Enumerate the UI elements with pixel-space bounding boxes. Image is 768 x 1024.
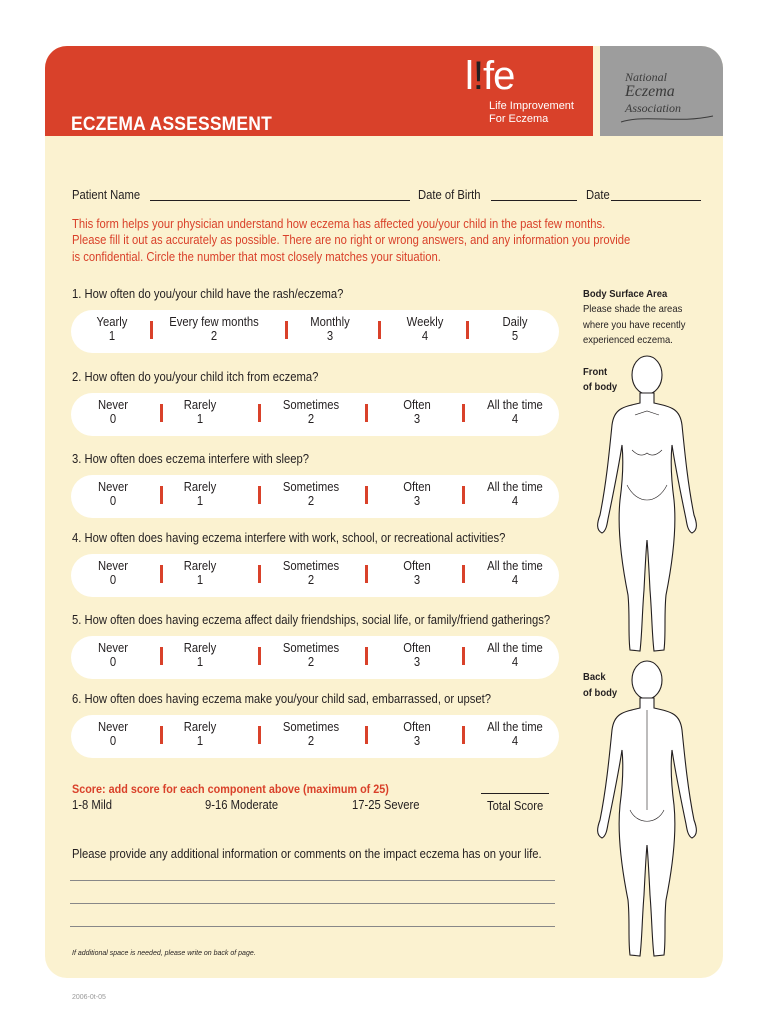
question-text: 6. How often does having eczema make you/your child sad, embarrassed, or upset?: [72, 692, 491, 706]
option-label: Sometimes: [282, 641, 340, 655]
score-heading: Score: add score for each component above (maximum of 25): [72, 782, 389, 796]
option-value: 3: [413, 494, 421, 508]
option-value: 0: [109, 655, 117, 669]
option-divider: [462, 565, 465, 583]
option-label: All the time: [487, 720, 543, 734]
option-divider: [160, 404, 163, 422]
option-divider: [258, 565, 261, 583]
option-value: 5: [511, 329, 519, 343]
option-label: Never: [97, 559, 129, 573]
intro-line-2: Please fill it out as accurately as possible. There are no right or wrong answers, and any information you provide: [72, 233, 631, 247]
back-body-figure[interactable]: [592, 660, 702, 960]
option-divider: [462, 647, 465, 665]
option-value: 4: [511, 573, 519, 587]
option-divider: [258, 404, 261, 422]
dob-field[interactable]: [491, 200, 577, 201]
back-label-1: Back: [583, 671, 606, 683]
answer-option[interactable]: [257, 720, 365, 748]
question-text: 3. How often does eczema interfere with sleep?: [72, 452, 310, 466]
answer-option[interactable]: [461, 480, 569, 508]
extra-space-note: If additional space is needed, please write on back of page.: [72, 950, 256, 957]
comment-line[interactable]: [70, 880, 555, 881]
answer-option[interactable]: [257, 480, 365, 508]
option-value: 1: [196, 655, 204, 669]
answer-option[interactable]: [363, 480, 471, 508]
body-area-desc-3: experienced eczema.: [583, 334, 673, 346]
option-label: Often: [403, 559, 431, 573]
body-area-desc-1: Please shade the areas: [583, 303, 683, 315]
option-divider: [365, 565, 368, 583]
option-divider: [258, 486, 261, 504]
nea-logo-line-1: National: [625, 70, 668, 84]
intro-line-3: is confidential. Circle the number that most closely matches your situation.: [72, 250, 441, 264]
total-score-label: Total Score: [487, 799, 544, 813]
option-label: Never: [97, 480, 129, 494]
option-divider: [160, 565, 163, 583]
logo-wordmark: l!fe: [465, 54, 515, 98]
option-label: Never: [97, 720, 129, 734]
question-text: 1. How often do you/your child have the rash/eczema?: [72, 287, 344, 301]
option-divider: [365, 726, 368, 744]
option-label: All the time: [487, 641, 543, 655]
header-banner: [45, 46, 593, 136]
answer-option[interactable]: [461, 641, 569, 669]
option-value: 0: [109, 573, 117, 587]
option-value: 4: [511, 412, 519, 426]
question-text: 4. How often does having eczema interfere with work, school, or recreational activities?: [72, 531, 506, 545]
option-label: Monthly: [310, 315, 350, 329]
option-divider: [365, 647, 368, 665]
option-label: Rarely: [183, 398, 217, 412]
body-area-desc-2: where you have recently: [583, 319, 686, 331]
option-divider: [462, 486, 465, 504]
option-value: 3: [326, 329, 334, 343]
back-label-2: of body: [583, 687, 618, 699]
dob-label: Date of Birth: [418, 188, 481, 202]
question-text: 2. How often do you/your child itch from eczema?: [72, 370, 319, 384]
total-score-field[interactable]: [481, 793, 549, 794]
nea-logo-line-3: Association: [625, 101, 681, 115]
option-value: 1: [196, 412, 204, 426]
option-divider: [258, 726, 261, 744]
option-label: Often: [403, 720, 431, 734]
option-divider: [365, 404, 368, 422]
nea-swoosh-icon: [617, 112, 717, 126]
answer-option[interactable]: [160, 315, 268, 343]
option-label: Never: [97, 641, 129, 655]
option-value: 3: [413, 655, 421, 669]
option-label: Often: [403, 641, 431, 655]
logo-tagline-2: For Eczema: [489, 113, 549, 125]
option-value: 2: [210, 329, 218, 343]
answer-option[interactable]: [257, 641, 365, 669]
comment-line[interactable]: [70, 926, 555, 927]
answer-option[interactable]: [461, 720, 569, 748]
score-moderate: 9-16 Moderate: [205, 798, 279, 812]
front-body-figure[interactable]: [592, 355, 702, 655]
form-code: 2006-0t-05: [72, 994, 106, 1001]
date-field[interactable]: [611, 200, 701, 201]
option-value: 0: [109, 734, 117, 748]
answer-option[interactable]: [257, 398, 365, 426]
option-label: Rarely: [183, 480, 217, 494]
option-label: Often: [403, 480, 431, 494]
answer-option[interactable]: [363, 641, 471, 669]
patient-name-field[interactable]: [150, 200, 410, 201]
intro-line-1: This form helps your physician understand how eczema has affected you/your child in the past few months.: [72, 217, 606, 231]
option-label: All the time: [487, 398, 543, 412]
answer-option[interactable]: [461, 315, 569, 343]
option-divider: [150, 321, 153, 339]
option-label: Every few months: [169, 315, 259, 329]
option-divider: [365, 486, 368, 504]
answer-scale: [71, 475, 559, 518]
option-label: All the time: [487, 480, 543, 494]
option-divider: [160, 726, 163, 744]
logo-tagline-1: Life Improvement: [489, 100, 574, 112]
life-logo: [465, 54, 575, 128]
question-text: 5. How often does having eczema affect daily friendships, social life, or family/friend gatherings?: [72, 613, 551, 627]
nea-logo-line-2: Eczema: [625, 83, 675, 100]
option-label: Rarely: [183, 641, 217, 655]
option-value: 4: [511, 734, 519, 748]
option-label: Daily: [502, 315, 528, 329]
option-value: 0: [109, 412, 117, 426]
score-severe: 17-25 Severe: [352, 798, 420, 812]
answer-option[interactable]: [363, 720, 471, 748]
answer-scale: [71, 393, 559, 436]
option-label: Sometimes: [282, 720, 340, 734]
answer-option[interactable]: [461, 398, 569, 426]
option-divider: [462, 404, 465, 422]
page-title: ECZEMA ASSESSMENT: [71, 114, 272, 135]
option-value: 3: [413, 734, 421, 748]
answer-option[interactable]: [461, 559, 569, 587]
option-divider: [160, 647, 163, 665]
option-value: 0: [109, 494, 117, 508]
option-value: 2: [307, 494, 315, 508]
comments-prompt: Please provide any additional information or comments on the impact eczema has on your life.: [72, 847, 542, 861]
answer-option[interactable]: [363, 398, 471, 426]
option-value: 4: [421, 329, 429, 343]
option-value: 4: [511, 655, 519, 669]
option-value: 3: [413, 573, 421, 587]
front-label-2: of body: [583, 381, 618, 393]
answer-option[interactable]: [257, 559, 365, 587]
option-divider: [258, 647, 261, 665]
patient-name-label: Patient Name: [72, 188, 141, 202]
option-value: 1: [196, 734, 204, 748]
option-divider: [462, 726, 465, 744]
answer-scale: [71, 310, 559, 353]
front-label-1: Front: [583, 366, 608, 378]
option-value: 2: [307, 412, 315, 426]
answer-scale: [71, 554, 559, 597]
answer-scale: [71, 715, 559, 758]
option-value: 2: [307, 573, 315, 587]
option-value: 1: [196, 494, 204, 508]
option-label: Sometimes: [282, 480, 340, 494]
option-divider: [285, 321, 288, 339]
option-divider: [466, 321, 469, 339]
option-label: All the time: [487, 559, 543, 573]
option-label: Often: [403, 398, 431, 412]
option-value: 1: [196, 573, 204, 587]
option-label: Sometimes: [282, 559, 340, 573]
option-label: Sometimes: [282, 398, 340, 412]
date-label: Date: [586, 188, 610, 202]
answer-scale: [71, 636, 559, 679]
answer-option[interactable]: [276, 315, 384, 343]
option-value: 3: [413, 412, 421, 426]
option-label: Yearly: [96, 315, 128, 329]
answer-option[interactable]: [363, 559, 471, 587]
score-mild: 1-8 Mild: [72, 798, 113, 812]
option-value: 2: [307, 655, 315, 669]
option-divider: [378, 321, 381, 339]
option-value: 1: [108, 329, 116, 343]
option-value: 2: [307, 734, 315, 748]
body-area-title: Body Surface Area: [583, 288, 668, 300]
option-label: Rarely: [183, 559, 217, 573]
option-label: Rarely: [183, 720, 217, 734]
option-divider: [160, 486, 163, 504]
option-value: 4: [511, 494, 519, 508]
option-label: Never: [97, 398, 129, 412]
option-label: Weekly: [406, 315, 444, 329]
comment-line[interactable]: [70, 903, 555, 904]
